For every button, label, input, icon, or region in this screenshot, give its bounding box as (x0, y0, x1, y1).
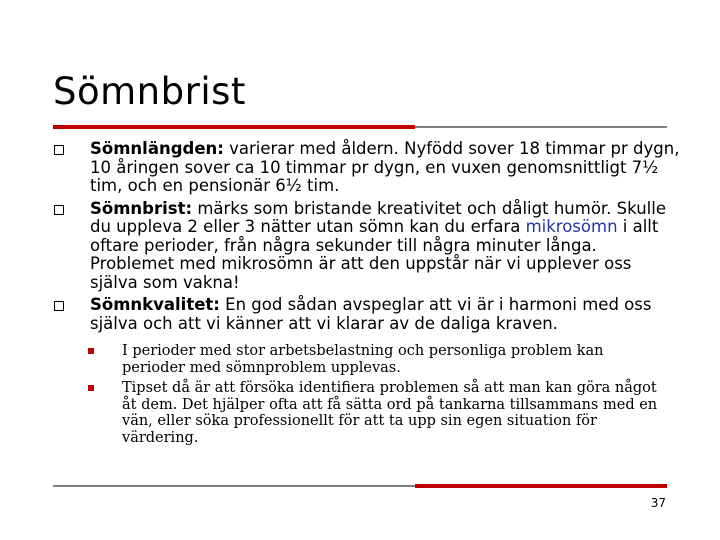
sub-bullet-item (50, 343, 660, 376)
title-rule-gray (415, 126, 667, 128)
hollow-square-bullet-icon (54, 205, 64, 215)
sub-bullet-text: Tipset då är att försöka identifiera problemen så att man kan göra något åt dem. Det hjälper ofta att få sätta ord på tankarna tillsammans med en vän, eller söka professionellt för att ta upp sin egen situation för värdering. (122, 380, 658, 446)
footer-rule-gray (53, 485, 415, 487)
bullet-label: Sömnkvalitet: (90, 295, 220, 314)
bullet-text: varierar med åldern. Nyfödd sover 18 timmar pr dygn, 10 åringen sover ca 10 timmar pr dygn, en vuxen genomsnittligt 7½ tim, och en pensionär 6½ tim. (90, 139, 680, 195)
footer-rule-accent (415, 484, 667, 488)
filled-square-bullet-icon (88, 385, 94, 391)
hollow-square-bullet-icon (54, 145, 64, 155)
sub-bullet-text: I perioder med stor arbetsbelastning och personliga problem kan perioder med sömnproblem upplevas. (122, 343, 604, 376)
bullet-item-somnlangden (50, 140, 680, 196)
title-rule-accent (53, 125, 415, 129)
bullet-label: Sömnlängden: (90, 139, 224, 158)
highlighted-term: mikrosömn (525, 217, 618, 236)
filled-square-bullet-icon (88, 348, 94, 354)
bullet-label: Sömnbrist: (90, 198, 193, 218)
bullet-text: märks som bristande kreativitet och dåligt humör. Skulle du uppleva 2 eller 3 nätter utan sömn kan du erfara (90, 198, 666, 236)
hollow-square-bullet-icon (54, 301, 64, 311)
slide-title: Sömnbrist (53, 70, 246, 113)
bullet-text: En god sådan avspeglar att vi är i harmoni med oss själva och att vi känner att vi klarar av de daliga kraven. (90, 295, 652, 333)
page-number: 37 (650, 496, 666, 510)
bullet-text-continued: i allt oftare perioder, från några sekunder till några minuter långa. Problemet med mikrosömn är att den uppstår när vi upplever oss själva som vakna! (90, 217, 659, 292)
sub-bullet-list (50, 343, 680, 446)
bullet-item-somnbrist (50, 200, 680, 293)
bullet-item-somnkvalitet (50, 296, 680, 333)
sub-bullet-item (50, 380, 660, 446)
bullet-list (50, 140, 680, 450)
